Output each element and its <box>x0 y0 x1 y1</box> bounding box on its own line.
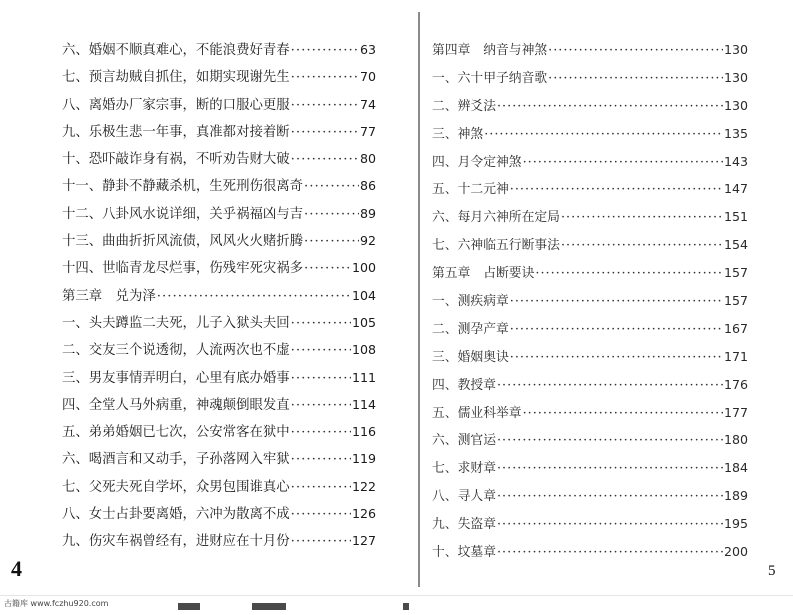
dot-leader <box>291 446 351 473</box>
toc-entry-title: 六、每月六神所在定局 <box>432 210 560 226</box>
toc-entry-page-number: 177 <box>723 404 748 420</box>
toc-entry <box>62 282 376 309</box>
dot-leader <box>291 119 359 146</box>
toc-entry-page-number: 130 <box>723 97 748 113</box>
dot-leader <box>291 365 351 392</box>
source-watermark: 古籍库 www.fczhu920.com <box>4 599 109 608</box>
toc-entry-title: 一、头夫蹲监二夫死，儿子入狱头夫回 <box>62 315 290 331</box>
toc-entry-title: 四、月令定神煞 <box>432 154 522 170</box>
toc-entry-title: 九、伤灾车祸曾经有，进财应在十月份 <box>62 534 290 550</box>
toc-entry <box>432 343 748 371</box>
toc-entry-title: 第五章 占断要诀 <box>432 266 535 282</box>
toc-entry <box>62 145 376 172</box>
toc-entry-page-number: 130 <box>723 42 748 57</box>
toc-entry <box>432 203 748 231</box>
next-page-bleed-mark <box>252 603 286 610</box>
toc-entry <box>62 500 376 527</box>
toc-entry-page-number: 104 <box>351 287 376 303</box>
right-toc-page <box>432 36 748 566</box>
toc-entry-title: 十、坟墓章 <box>432 545 496 561</box>
dot-leader <box>291 474 351 501</box>
dot-leader <box>291 64 359 91</box>
toc-entry <box>62 309 376 336</box>
toc-entry-page-number: 143 <box>723 153 748 169</box>
dot-leader <box>291 501 351 528</box>
toc-entry-page-number: 167 <box>723 320 748 336</box>
dot-leader <box>304 173 359 200</box>
toc-entry <box>62 118 376 145</box>
toc-entry-page-number: 86 <box>359 178 376 194</box>
toc-entry-page-number: 127 <box>351 533 376 549</box>
toc-entry-page-number: 108 <box>351 342 376 358</box>
toc-entry-page-number: 116 <box>351 424 376 440</box>
next-page-bleed-mark <box>178 603 200 610</box>
toc-entry-title: 十二、八卦风水说详细，关乎祸福凶与吉 <box>62 206 304 222</box>
toc-entry-page-number: 135 <box>723 125 748 141</box>
dot-leader <box>497 372 723 400</box>
toc-entry-page-number: 189 <box>723 488 748 504</box>
dot-leader <box>497 483 723 511</box>
dot-leader <box>497 539 723 567</box>
dot-leader <box>157 283 351 310</box>
toc-entry-title: 九、失盗章 <box>432 517 496 533</box>
dot-leader <box>548 37 723 65</box>
dot-leader <box>291 392 351 419</box>
toc-entry <box>432 259 748 287</box>
dot-leader <box>497 455 723 483</box>
toc-entry <box>62 200 376 227</box>
toc-entry-page-number: 111 <box>351 369 376 385</box>
toc-entry-title: 三、神煞 <box>432 126 484 142</box>
toc-entry-page-number: 151 <box>723 209 748 225</box>
toc-entry-page-number: 157 <box>723 293 748 309</box>
toc-entry <box>432 454 748 482</box>
toc-entry-page-number: 122 <box>351 478 376 494</box>
toc-entry <box>432 175 748 203</box>
toc-entry-title: 四、全堂人马外病重，神魂颠倒眼发直 <box>62 397 290 413</box>
toc-entry <box>432 64 748 92</box>
toc-entry-title: 十、恐吓敲诈身有祸，不听劝告财大破 <box>62 152 290 168</box>
dot-leader <box>510 176 723 204</box>
toc-entry-page-number: 70 <box>359 69 376 85</box>
dot-leader <box>523 149 723 177</box>
toc-entry-page-number: 80 <box>359 151 376 167</box>
next-page-bleed-mark <box>403 603 409 610</box>
toc-entry-title: 二、交友三个说透彻，人流两次也不虚 <box>62 343 290 359</box>
toc-entry-title: 七、父死夫死自学坏，众男包围谁真心 <box>62 479 290 495</box>
dot-leader <box>291 92 359 119</box>
toc-entry <box>62 36 376 63</box>
dot-leader <box>484 121 723 149</box>
dot-leader <box>548 65 723 93</box>
right-page-number: 5 <box>768 563 776 579</box>
toc-entry-title: 八、离婚办厂家宗事，断的口服心更服 <box>62 97 290 113</box>
toc-entry-page-number: 74 <box>359 96 376 112</box>
dot-leader <box>291 146 359 173</box>
toc-entry <box>432 399 748 427</box>
toc-entry-title: 七、六神临五行断事法 <box>432 238 560 254</box>
toc-entry-page-number: 171 <box>723 348 748 364</box>
toc-entry-page-number: 92 <box>359 233 376 249</box>
dot-leader <box>304 228 359 255</box>
toc-entry-title: 七、求财章 <box>432 461 496 477</box>
dot-leader <box>497 511 723 539</box>
toc-entry-page-number: 180 <box>723 432 748 448</box>
dot-leader <box>497 427 723 455</box>
toc-entry <box>432 482 748 510</box>
toc-entry <box>432 510 748 538</box>
toc-entry-title: 五、十二元神 <box>432 182 509 198</box>
toc-entry-page-number: 147 <box>723 181 748 197</box>
toc-entry-title: 二、辨爻法 <box>432 98 496 114</box>
toc-entry-title: 十四、世临青龙尽烂事，伤残牢死灾祸多 <box>62 261 304 277</box>
toc-entry <box>62 227 376 254</box>
dot-leader <box>561 204 723 232</box>
toc-entry-title: 七、预言劫贼自抓住，如期实现谢先生 <box>62 70 290 86</box>
dot-leader <box>291 310 351 337</box>
toc-entry-page-number: 100 <box>351 260 376 276</box>
toc-entry-title: 六、婚姻不顺真难心，不能浪费好青春 <box>62 43 290 58</box>
toc-entry-title: 一、六十甲子纳音歌 <box>432 70 548 86</box>
left-page-number: 4 <box>11 556 22 581</box>
toc-entry-title: 一、测疾病章 <box>432 294 509 310</box>
toc-entry <box>62 364 376 391</box>
scan-footer-strip <box>0 595 793 615</box>
toc-entry-page-number: 77 <box>359 123 376 139</box>
toc-entry <box>62 254 376 281</box>
toc-entry <box>62 336 376 363</box>
toc-entry <box>62 445 376 472</box>
toc-entry-page-number: 126 <box>351 506 376 522</box>
toc-entry <box>432 426 748 454</box>
toc-entry-page-number: 130 <box>723 69 748 85</box>
dot-leader <box>510 288 723 316</box>
dot-leader <box>291 337 351 364</box>
toc-entry-title: 八、寻人章 <box>432 489 496 505</box>
toc-entry <box>432 538 748 566</box>
toc-entry-title: 三、婚姻奥诀 <box>432 349 509 365</box>
dot-leader <box>304 255 351 282</box>
toc-entry <box>62 473 376 500</box>
left-toc-page <box>62 36 376 555</box>
toc-entry-page-number: 176 <box>723 376 748 392</box>
dot-leader <box>291 37 359 64</box>
toc-entry-page-number: 119 <box>351 451 376 467</box>
toc-entry <box>62 91 376 118</box>
toc-entry <box>432 315 748 343</box>
toc-entry-title: 第三章 兑为泽 <box>62 288 156 304</box>
toc-entry-title: 十一、静卦不静藏杀机，生死刑伤很离奇 <box>62 179 304 195</box>
toc-entry <box>432 371 748 399</box>
dot-leader <box>523 400 723 428</box>
dot-leader <box>535 260 723 288</box>
toc-entry <box>62 418 376 445</box>
dot-leader <box>561 232 723 260</box>
toc-entry <box>62 172 376 199</box>
toc-entry-title: 五、弟弟婚姻已七次，公安常客在狱中 <box>62 425 290 441</box>
toc-entry-title: 三、男友事情弄明白，心里有底办婚事 <box>62 370 290 386</box>
toc-entry-page-number: 195 <box>723 516 748 532</box>
toc-entry-page-number: 105 <box>351 314 376 330</box>
toc-entry-page-number: 184 <box>723 460 748 476</box>
toc-entry-title: 六、测官运 <box>432 433 496 449</box>
toc-entry-title: 第四章 纳音与神煞 <box>432 43 548 58</box>
toc-entry <box>432 120 748 148</box>
toc-entry <box>432 287 748 315</box>
toc-entry <box>432 92 748 120</box>
toc-entry-title: 十三、曲曲折折风流债，风风火火赌折腾 <box>62 234 304 250</box>
toc-entry-title: 六、喝酒言和又动手，子孙落网入牢狱 <box>62 452 290 468</box>
dot-leader <box>291 419 351 446</box>
toc-entry-page-number: 154 <box>723 237 748 253</box>
toc-entry-page-number: 114 <box>351 396 376 412</box>
toc-entry <box>62 527 376 554</box>
toc-entry <box>62 63 376 90</box>
toc-entry-title: 二、测孕产章 <box>432 321 509 337</box>
toc-entry-page-number: 89 <box>359 205 376 221</box>
dot-leader <box>304 201 359 228</box>
toc-entry-page-number: 200 <box>723 544 748 560</box>
toc-entry <box>432 148 748 176</box>
dot-leader <box>497 93 723 121</box>
dot-leader <box>291 528 351 555</box>
toc-entry-title: 八、女士占卦要离婚，六冲为散离不成 <box>62 507 290 523</box>
dot-leader <box>510 316 723 344</box>
toc-entry-title: 四、教授章 <box>432 377 496 393</box>
toc-entry-page-number: 157 <box>723 265 748 281</box>
toc-entry <box>432 231 748 259</box>
dot-leader <box>510 344 723 372</box>
toc-entry-title: 九、乐极生悲一年事，真准都对接着断 <box>62 124 290 140</box>
toc-entry-title: 五、儒业科举章 <box>432 405 522 421</box>
toc-entry <box>62 391 376 418</box>
toc-entry <box>432 36 748 64</box>
page-gutter <box>418 12 420 587</box>
toc-entry-page-number: 63 <box>359 42 376 57</box>
